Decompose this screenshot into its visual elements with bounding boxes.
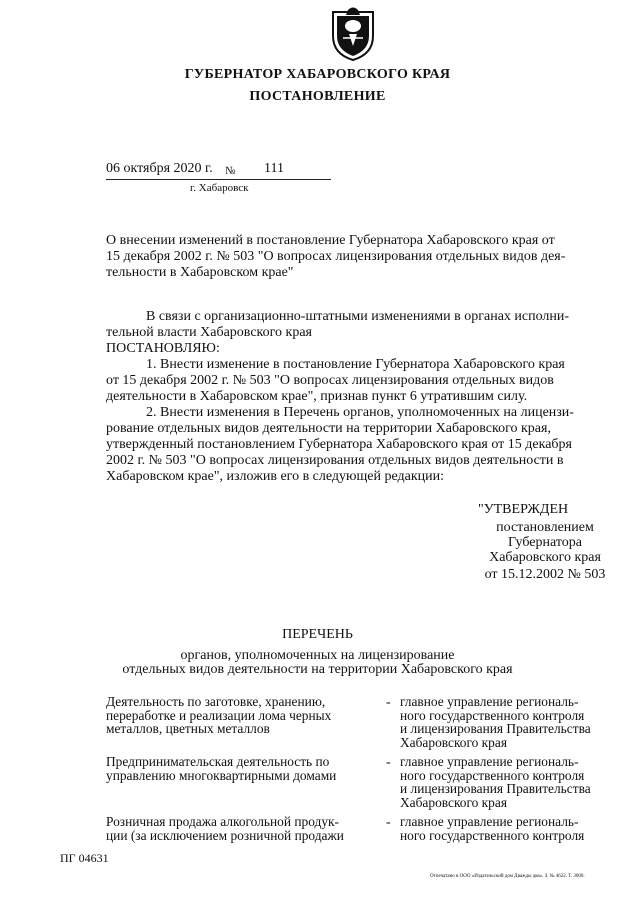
organ-line: главное управление региональ- <box>400 754 579 769</box>
item-2-line: 2002 г. № 503 "О вопросах лицензирования отдельных видов деятельности в <box>106 453 564 468</box>
item-1-line: 1. Внести изменение в постановление Губернатора Хабаровского края <box>146 357 565 372</box>
list-item-dash: - <box>386 695 391 710</box>
body-text <box>106 309 608 485</box>
list-subtitle: органов, уполномоченных на лицензирование <box>180 648 455 663</box>
item-1-line: деятельности в Хабаровском крае", признав пункт 6 утратившим силу. <box>106 389 528 404</box>
approval-date: от 15.12.2002 № 503 <box>484 567 606 582</box>
list-item-organ <box>400 815 615 842</box>
item-2-line: рование отдельных видов деятельности на территории Хабаровского края, <box>106 421 551 436</box>
activity-line: управлению многоквартирными домами <box>106 767 337 783</box>
list-item-organ <box>400 695 615 749</box>
decree-word: ПОСТАНОВЛЯЮ: <box>106 341 220 356</box>
approval-line: постановлением <box>496 520 594 535</box>
form-code: ПГ 04631 <box>60 851 109 865</box>
list-item-activity <box>106 695 384 736</box>
document-number: 111 <box>264 161 284 176</box>
list-item-activity <box>106 755 384 782</box>
print-note: Отпечатано в ООО «Издательский дом Дважды два». З. № 4622. Т. 3000. <box>430 874 585 879</box>
item-2-line: Хабаровском крае", изложив его в следующей редакции: <box>106 469 445 484</box>
organ-line: и лицензирования Правительства <box>400 721 591 736</box>
list-subtitle: отдельных видов деятельности на территории Хабаровского края <box>122 662 513 677</box>
intro-line: тельной власти Хабаровского края <box>106 325 312 340</box>
authority-title: ГУБЕРНАТОР ХАБАРОВСКОГО КРАЯ <box>184 67 451 82</box>
organ-line: ного государственного контроля <box>400 767 585 783</box>
organ-line: Хабаровского края <box>400 734 507 750</box>
organ-line: главное управление региональ- <box>400 814 579 829</box>
list-title: ПЕРЕЧЕНЬ <box>282 627 353 642</box>
activity-line: переработке и реализации лома черных <box>106 707 332 723</box>
activity-line: Розничная продажа алкогольной продук- <box>106 814 340 829</box>
intro-line: В связи с организационно-штатными изменениями в органах исполни- <box>146 309 570 324</box>
approval-line: Хабаровского края <box>489 550 601 565</box>
organ-line: и лицензирования Правительства <box>400 781 591 796</box>
city: г. Хабаровск <box>190 182 249 194</box>
organ-line: главное управление региональ- <box>400 694 579 709</box>
coat-of-arms-icon <box>330 6 376 62</box>
organ-line: Хабаровского края <box>400 794 507 810</box>
document-type: ПОСТАНОВЛЕНИЕ <box>249 89 386 104</box>
date-number-line <box>106 161 331 180</box>
approval-heading: "УТВЕРЖДЕН <box>478 502 569 517</box>
approval-line: Губернатора <box>507 535 583 550</box>
list-item-dash: - <box>386 815 391 830</box>
activity-line: Деятельность по заготовке, хранению, <box>106 694 326 709</box>
item-1-line: от 15 декабря 2002 г. № 503 "О вопросах лицензирования отдельных видов <box>106 373 554 388</box>
title-line: О внесении изменений в постановление Губернатора Хабаровского края от <box>106 233 555 248</box>
organ-line: ного государственного контроля <box>400 827 585 843</box>
item-2-line: 2. Внести изменения в Перечень органов, уполномоченных на лицензи- <box>146 405 574 420</box>
list-item-dash: - <box>386 755 391 770</box>
document-date: 06 октября 2020 г. <box>106 161 213 176</box>
number-label: № <box>225 165 236 177</box>
document-title <box>106 233 608 281</box>
list-item-activity <box>106 815 384 842</box>
activity-line: ции (за исключением розничной продажи <box>106 827 344 843</box>
item-2-line: утвержденный постановлением Губернатора Хабаровского края от 15 декабря <box>106 437 572 452</box>
activity-line: металлов, цветных металлов <box>106 721 270 736</box>
organ-line: ного государственного контроля <box>400 707 585 723</box>
title-line: 15 декабря 2002 г. № 503 "О вопросах лицензирования отдельных видов дея- <box>106 249 566 264</box>
title-line: тельности в Хабаровском крае" <box>106 265 294 280</box>
list-item-organ <box>400 755 615 809</box>
activity-line: Предпринимательская деятельность по <box>106 754 330 769</box>
